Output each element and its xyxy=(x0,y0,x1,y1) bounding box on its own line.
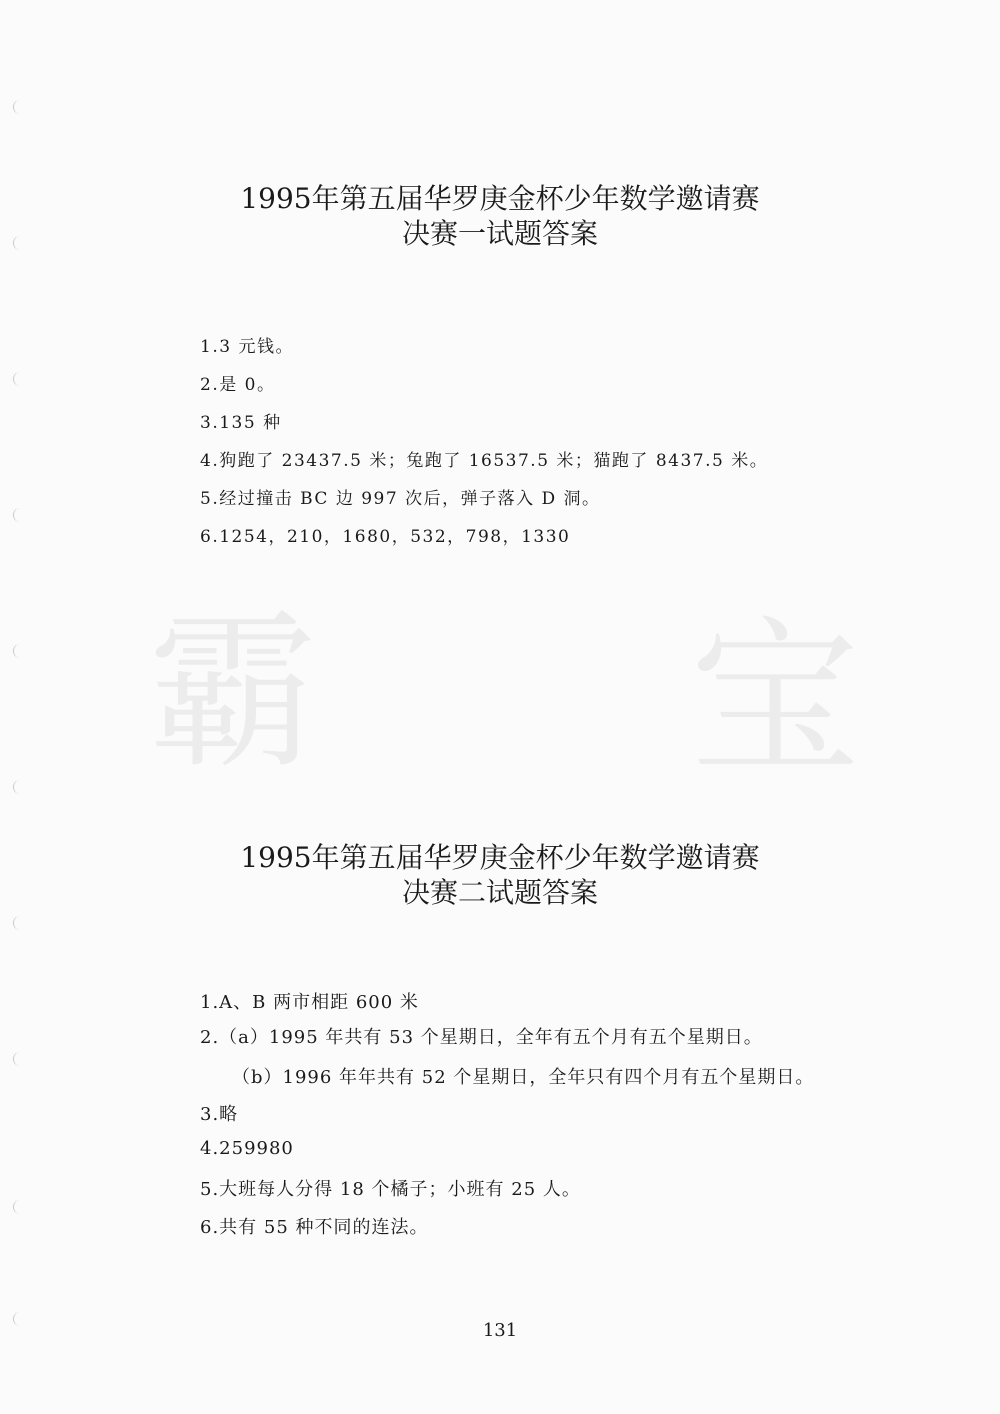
answer-item: 5.大班每人分得 18 个橘子；小班有 25 人。 xyxy=(200,1179,581,1200)
answer-item: 6.1254，210，1680，532，798，1330 xyxy=(200,527,571,547)
answer-item: 3.略 xyxy=(200,1104,239,1125)
binder-hole-mark xyxy=(13,780,22,794)
watermark-char: 宝 xyxy=(690,601,861,799)
answer-item: 4.狗跑了 23437.5 米；兔跑了 16537.5 米；猫跑了 8437.5 米。 xyxy=(200,451,769,471)
answer-item: 2.（a）1995 年共有 53 个星期日，全年有五个月有五个星期日。 xyxy=(200,1027,763,1048)
binder-hole-mark xyxy=(13,372,22,386)
answer-item: 4.259980 xyxy=(200,1138,294,1159)
binder-hole-mark xyxy=(13,508,22,522)
section1-title-line2: 决赛一试题答案 xyxy=(401,217,598,250)
answer-item: 3.135 种 xyxy=(200,413,282,433)
section1-title-line1: 1995年第五届华罗庚金杯少年数学邀请赛 xyxy=(240,182,760,215)
section2-title-line2: 决赛二试题答案 xyxy=(401,876,598,909)
answer-item: 2.是 0。 xyxy=(200,375,276,395)
answer-item: 6.共有 55 种不同的连法。 xyxy=(200,1217,429,1238)
binder-hole-mark xyxy=(13,1200,22,1214)
answer-item: 1.A、B 两市相距 600 米 xyxy=(200,992,419,1013)
section2-title-line1: 1995年第五届华罗庚金杯少年数学邀请赛 xyxy=(240,841,760,874)
answer-item: 5.经过撞击 BC 边 997 次后，弹子落入 D 洞。 xyxy=(200,489,601,509)
binder-hole-mark xyxy=(13,644,22,658)
watermark-char: 霸 xyxy=(148,594,319,792)
answer-item: 1.3 元钱。 xyxy=(200,337,294,357)
binder-hole-mark xyxy=(13,1052,22,1066)
page-number: 131 xyxy=(482,1320,518,1341)
binder-hole-mark xyxy=(13,916,22,930)
binder-hole-mark xyxy=(13,100,22,114)
answer-item: （b）1996 年年共有 52 个星期日，全年只有四个月有五个星期日。 xyxy=(232,1067,815,1088)
